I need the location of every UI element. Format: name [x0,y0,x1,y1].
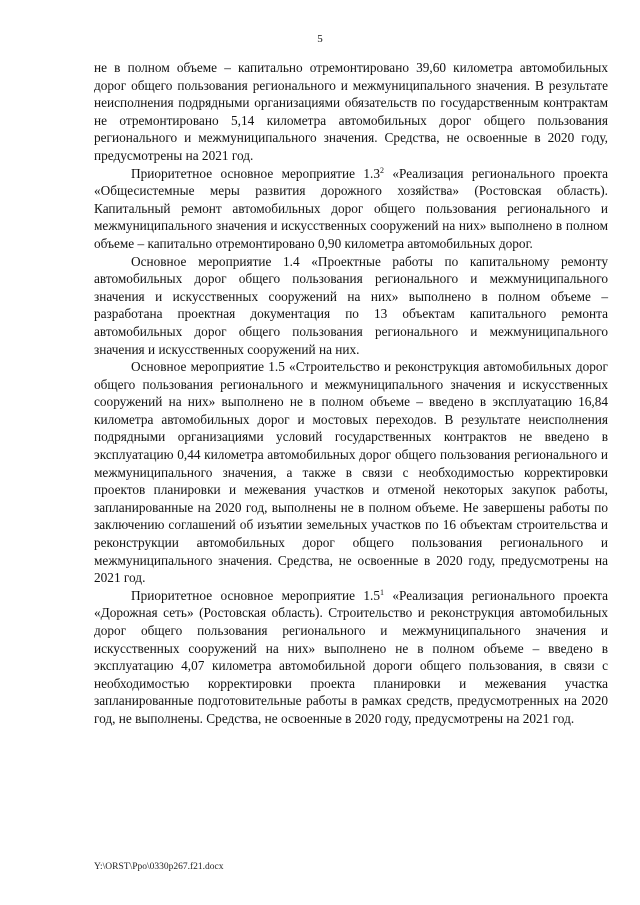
paragraph-priority-measure-1-3 [94,165,608,253]
paragraph-text-rest: «Реализация регионального проекта «Дорожная сеть» (Ростовская область). Строительство и реконструкция автомобильных дорог общего пользования регионального и межмуниципального значения и искусственных сооружений на них» выполнено не в полном объеме – введено в эксплуатацию 4,07 километра автомобильной дороги общего пользования, в связи с необходимостью корректировки проекта планировки и межевания участка запланированные подготовительные работы в рамках средств, предусмотренных на 2020 год, не выполнены. Средства, не освоенные в 2020 году, предусмотрены на 2021 год. [94,587,608,726]
paragraph-measure-1-5: Основное мероприятие 1.5 «Строительство и реконструкция автомобильных дорог общего пользования регионального и межмуниципального значения и искусственных сооружений на них» выполнено не в полном объеме – введено в эксплуатацию 16,84 километра автомобильных дорог и мостовых переходов. В результате неисполнения подрядными организациями условий государственных контрактов не введено в эксплуатацию 0,44 километра автомобильных дорог общего пользования регионального и межмуниципального значения, а также в связи с необходимостью корректировки проектов планировки и межевания участков и отменой некоторых закупок работы, запланированные на 2020 год, выполнены не в полном объеме. Не завершены работы по заключению соглашений об изъятии земельных участков по 16 объектам строительства и реконструкции автомобильных дорог общего пользования регионального и межмуниципального значения. Средства, не освоенные в 2020 году, предусмотрены на 2021 год. [94,359,608,586]
footnote-marker: 1 [379,587,384,597]
paragraph-text-rest: «Реализация регионального проекта «Общесистемные меры развития дорожного хозяйства» (Ростовская область). Капитальный ремонт автомобильных дорог общего пользования регионального и межмуниципального значения и искусственных сооружений на них» выполнено в полном объеме – капитально отремонтировано 0,90 километра автомобильных дорог. [94,165,608,251]
paragraph-measure-1-4: Основное мероприятие 1.4 «Проектные работы по капитальному ремонту автомобильных дорог общего пользования регионального и межмуниципального значения и искусственных сооружений на них» выполнено в полном объеме – разработана проектная документация по 13 объектам капитального ремонта автомобильных дорог общего пользования регионального и межмуниципального значения и искусственных сооружений на них. [94,253,608,357]
paragraph-text-start: Приоритетное основное мероприятие 1.5 [131,587,380,603]
paragraph-priority-measure-1-5-1 [94,587,608,728]
paragraph-continuation: не в полном объеме – капитально отремонтировано 39,60 километра автомобильных дорог общего пользования регионального и межмуниципального значения. В результате неисполнения подрядными организациями обязательств по государственным контрактам не отремонтировано 5,14 километра автомобильных дорог общего пользования регионального и межмуниципального значения. Средства, не освоенные в 2020 году, предусмотрены на 2021 год. [94,60,608,163]
document-body [94,59,608,728]
footnote-marker: 2 [379,165,384,175]
paragraph-text-start: Приоритетное основное мероприятие 1.3 [131,165,380,181]
page-number: 5 [317,33,323,45]
footer-file-path: Y:\ORST\Ppo\0330p267.f21.docx [94,862,224,872]
